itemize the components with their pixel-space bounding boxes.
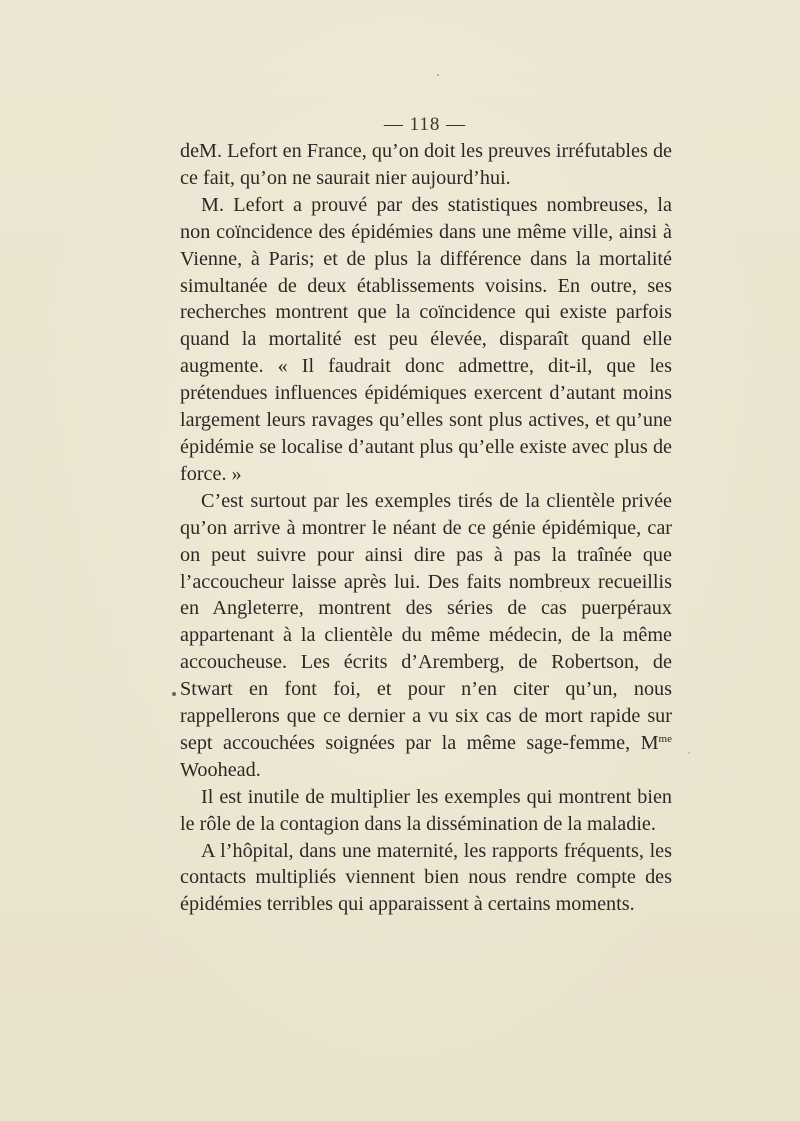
paragraph: Il est inutile de multiplier les exemples qui montrent bien le rôle de la contagion dans la dissémination de la maladie.: [180, 785, 672, 835]
title-abbreviation: M: [640, 731, 659, 754]
page-number: — 118 —: [383, 114, 467, 135]
paper-speck: [560, 590, 562, 592]
paper-speck: [688, 752, 690, 754]
paragraph: A l’hôpital, dans une maternité, les rapports fréquents, les contacts multipliés viennent bien nous rendre compte des épidémies terribles qui apparaissent à certains moments.: [180, 839, 672, 916]
body-text: [180, 138, 672, 918]
paper-speck: [437, 74, 439, 76]
paragraph: [180, 488, 672, 784]
paragraph: M. Lefort a prouvé par des statistiques nombreuses, la non coïncidence des épidémies dans une même ville, ainsi à Vienne, à Paris; et de plus la différence dans la mortalité simultanée de deux établissements voisins. En outre, ses recherches montrent que la coïncidence qui existe parfois quand la mortalité est peu élevée, disparaît quand elle augmente. « Il faudrait donc admettre, dit-il, que les prétendues influences épidémiques exercent d’autant moins largement leurs ravages qu’elles sont plus actives, et qu’une épidémie se localise d’autant plus qu’elle existe avec plus de force. »: [180, 193, 672, 485]
paragraph: deM. Lefort en France, qu’on doit les preuves irréfutables de ce fait, qu’on ne saurait nier aujourd’hui.: [180, 140, 672, 189]
title-superscript: me: [658, 732, 672, 745]
paper-speck: [172, 692, 176, 696]
paragraph-tail: Woohead.: [180, 758, 261, 781]
paragraph-text: C’est surtout par les exemples tirés de la clientèle privée qu’on arrive à montrer le néant de ce génie épidémique, car on peut suivre pour ainsi dire pas à pas la traînée que l’accoucheur laisse après lui. Des faits nombreux recueillis en Angleterre, montrent des séries de cas puerpéraux appartenant à la clientèle du même médecin, de la même accoucheuse. Les écrits d’Aremberg, de Robertson, de Stwart en font foi, et pour n’en citer qu’un, nous rappellerons que ce dernier a vu six cas de mort rapide sur sept accouchées soignées par la même sage-femme,: [180, 489, 672, 754]
